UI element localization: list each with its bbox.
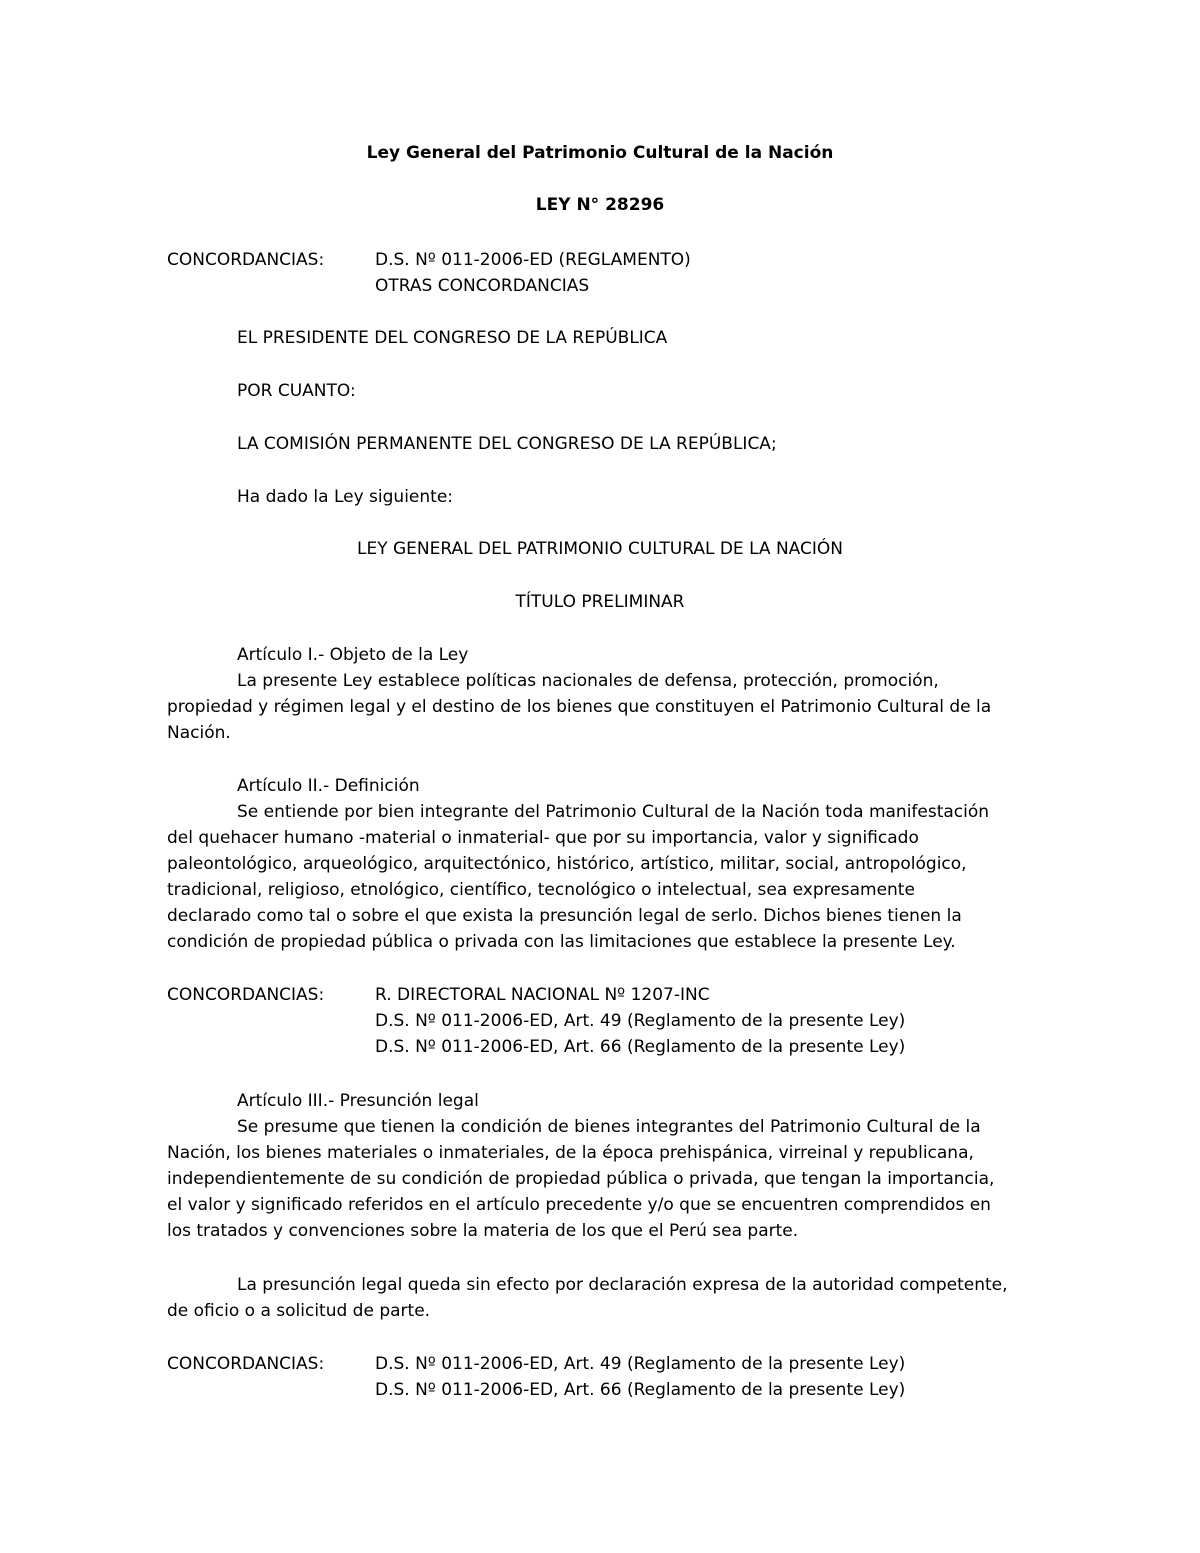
article-2-heading: Artículo II.- Definición (237, 776, 420, 796)
concordancia-item: D.S. Nº 011-2006-ED, Art. 49 (Reglamento de la presente Ley) (375, 1011, 906, 1031)
article-1-heading: Artículo I.- Objeto de la Ley (237, 645, 469, 665)
law-title: LEY GENERAL DEL PATRIMONIO CULTURAL DE LA NACIÓN (356, 539, 843, 559)
concordancia-item: D.S. Nº 011-2006-ED, Art. 66 (Reglamento de la presente Ley) (375, 1380, 906, 1400)
article-1-line: propiedad y régimen legal y el destino de los bienes que constituyen el Patrimonio Cultural de la (167, 697, 992, 717)
titulo-preliminar: TÍTULO PRELIMINAR (515, 592, 685, 612)
article-1-line: La presente Ley establece políticas nacionales de defensa, protección, promoción, (237, 671, 939, 691)
article-3-para2-line: de oficio o a solicitud de parte. (167, 1301, 431, 1321)
preamble-president: EL PRESIDENTE DEL CONGRESO DE LA REPÚBLICA (237, 328, 668, 348)
concordancias-label: CONCORDANCIAS: (167, 250, 325, 270)
law-number: LEY N° 28296 (535, 195, 665, 215)
concordancias-label: CONCORDANCIAS: (167, 985, 325, 1005)
article-3-line: Se presume que tienen la condición de bienes integrantes del Patrimonio Cultural de la (237, 1117, 981, 1137)
preamble-por-cuanto: POR CUANTO: (237, 381, 356, 401)
article-2-line: paleontológico, arqueológico, arquitectónico, histórico, artístico, militar, social, antropológico, (167, 854, 967, 874)
article-2-line: declarado como tal o sobre el que exista la presunción legal de serlo. Dichos bienes tienen la (167, 906, 962, 926)
article-1-line: Nación. (167, 723, 231, 743)
article-3-line: los tratados y convenciones sobre la materia de los que el Perú sea parte. (167, 1221, 799, 1241)
preamble-ha-dado: Ha dado la Ley siguiente: (237, 487, 454, 507)
article-3-heading: Artículo III.- Presunción legal (237, 1091, 479, 1111)
concordancia-item: R. DIRECTORAL NACIONAL Nº 1207-INC (375, 985, 710, 1005)
article-2-line: condición de propiedad pública o privada con las limitaciones que establece la presente Ley. (167, 932, 956, 952)
preamble-comision: LA COMISIÓN PERMANENTE DEL CONGRESO DE LA REPÚBLICA; (237, 434, 777, 454)
article-3-line: Nación, los bienes materiales o inmateriales, de la época prehispánica, virreinal y republicana, (167, 1143, 974, 1163)
article-2-line: tradicional, religioso, etnológico, científico, tecnológico o intelectual, sea expresamente (167, 880, 915, 900)
concordancia-item: D.S. Nº 011-2006-ED (REGLAMENTO) (375, 250, 691, 270)
article-3-line: independientemente de su condición de propiedad pública o privada, que tengan la importancia, (167, 1169, 995, 1189)
concordancia-item: OTRAS CONCORDANCIAS (375, 276, 590, 296)
article-3-line: el valor y significado referidos en el artículo precedente y/o que se encuentren comprendidos en (167, 1195, 991, 1215)
concordancias-label: CONCORDANCIAS: (167, 1354, 325, 1374)
article-2-line: Se entiende por bien integrante del Patrimonio Cultural de la Nación toda manifestación (237, 802, 990, 822)
concordancia-item: D.S. Nº 011-2006-ED, Art. 49 (Reglamento de la presente Ley) (375, 1354, 906, 1374)
document-title: Ley General del Patrimonio Cultural de la Nación (366, 143, 834, 163)
concordancia-item: D.S. Nº 011-2006-ED, Art. 66 (Reglamento de la presente Ley) (375, 1037, 906, 1057)
article-2-line: del quehacer humano -material o inmaterial- que por su importancia, valor y significado (167, 828, 919, 848)
article-3-para2-line: La presunción legal queda sin efecto por declaración expresa de la autoridad competente, (237, 1275, 1008, 1295)
